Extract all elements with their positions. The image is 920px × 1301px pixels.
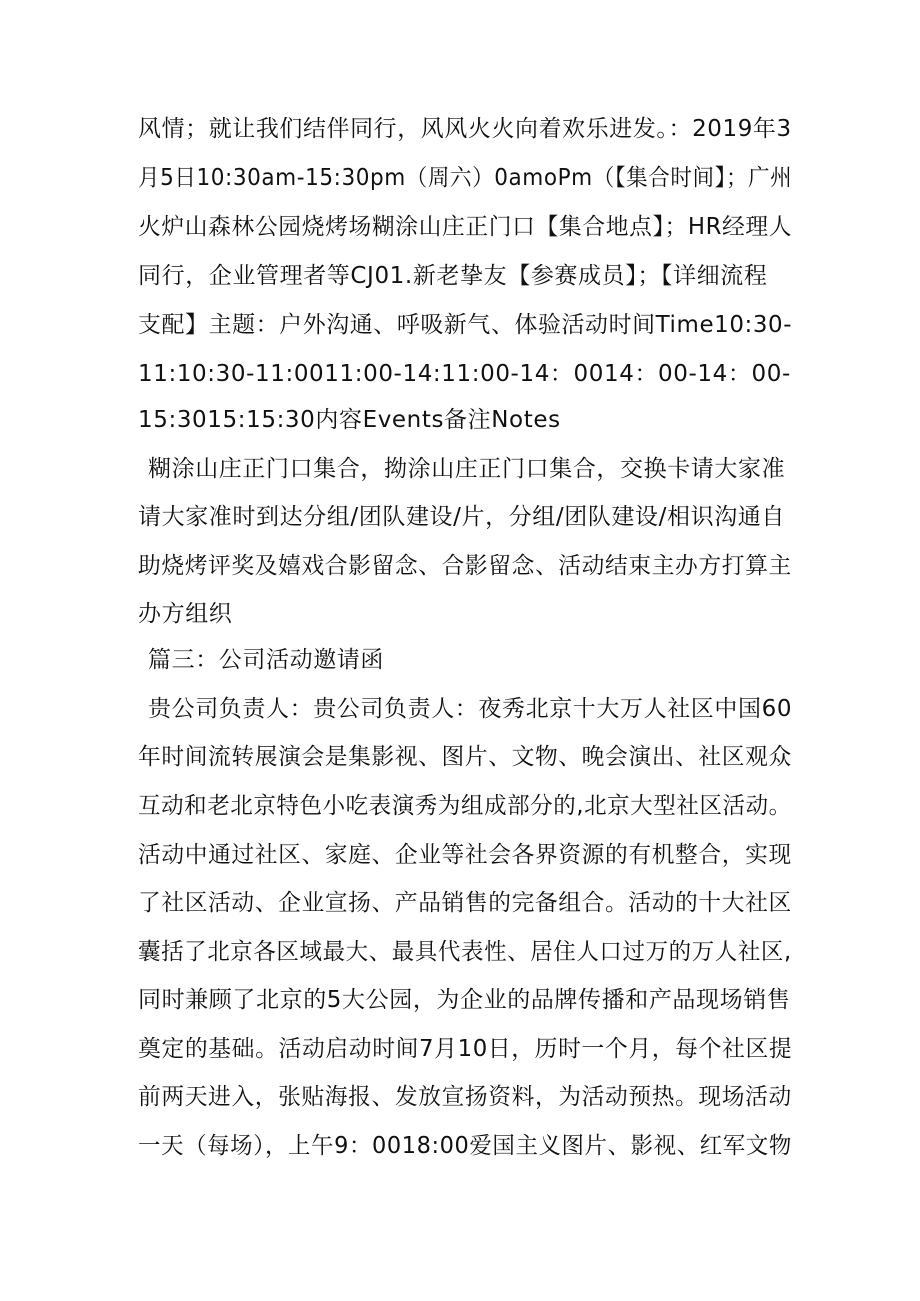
text-line: 一天（每场），上午9：0018:00爱国主义图片、影视、红军文物 (138, 1133, 792, 1159)
text-line: 活动中通过社区、家庭、企业等社会各界资源的有机整合，实现 (138, 842, 792, 868)
text-line: 支配】主题：户外沟通、呼吸新气、体验活动时间Time10:30- (138, 312, 793, 338)
text-line: 奠定的基础。活动启动时间7月10日，历时一个月，每个社区提 (138, 1036, 793, 1062)
text-line: 办方组织 (138, 601, 233, 627)
text-line: 前两天进入，张贴海报、发放宣扬资料，为活动预热。现场活动 (138, 1084, 792, 1110)
text-line: 11:10:30-11:0011:00-14:11:00-14：0014：00-14：00- (138, 361, 791, 387)
text-line: 贵公司负责人：贵公司负责人：夜秀北京十大万人社区中国60 (148, 696, 793, 722)
text-line: 同行，企业管理者等CJ01.新老挚友【参赛成员】；【详细流程 (138, 263, 768, 289)
text-line: 火炉山森林公园烧烤场糊涂山庄正门口【集合地点】；HR经理人 (138, 214, 793, 240)
text-line: 月5日10:30am-15:30pm（周六）0amoPm（【集合时间】；广州 (138, 165, 793, 191)
text-line: 请大家准时到达分组/团队建设/片，分组/团队建设/相识沟通自 (138, 504, 785, 530)
text-line: 助烧烤评奖及嬉戏合影留念、合影留念、活动结束主办方打算主 (138, 553, 792, 579)
text-line: 囊括了北京各区域最大、最具代表性、居住人口过万的万人社区, (138, 939, 792, 965)
text-line: 糊涂山庄正门口集合，拗涂山庄正门口集合，交换卡请大家准 (148, 456, 786, 482)
text-line: 互动和老北京特色小吃表演秀为组成部分的,北京大型社区活动。 (138, 793, 792, 819)
text-line: 同时兼顾了北京的5大公园，为企业的品牌传播和产品现场销售 (138, 987, 791, 1013)
text-line: 了社区活动、企业宣扬、产品销售的完备组合。活动的十大社区 (138, 890, 792, 916)
text-line: 风情；就让我们结伴同行，风风火火向着欢乐进发。：2019年3 (138, 116, 792, 142)
text-line: 年时间流转展演会是集影视、图片、文物、晚会演出、社区观众 (138, 744, 792, 770)
section-heading: 篇三：公司活动邀请函 (148, 647, 384, 673)
text-line: 15:3015:15:30内容Events备注Notes (138, 407, 561, 433)
